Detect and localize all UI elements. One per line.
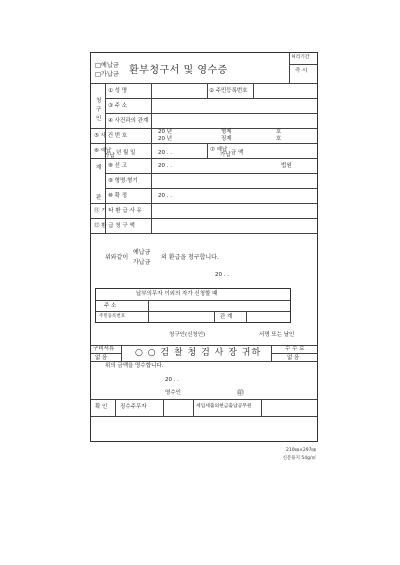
proxy-rrn-label: 주민등록번호 (99, 314, 126, 319)
receiver-seal-icon: ㊞ (237, 389, 244, 397)
proxy-relation-label: 관 계 (220, 314, 233, 320)
relation-label: ④ 사건과의 관계 (108, 118, 149, 124)
collection-clerk-label: 징수주무자 (120, 404, 147, 410)
case-year-1: 20 년 (158, 129, 173, 135)
statement-option-b: 가납금 (133, 259, 151, 266)
final-label: ⑩ 확 정 (108, 193, 128, 199)
statement-option-a: 예납금 (133, 249, 151, 256)
paper-size: 210㎜×297㎜ (286, 448, 316, 453)
amount-label-b: 가납 (220, 152, 231, 158)
documents-value: 없 음 (95, 355, 108, 361)
checkbox-deposit[interactable]: □예납금 (95, 62, 119, 69)
receipt-statement: 위의 금액을 영수합니다. (105, 363, 164, 369)
statement-suffix: 의 환급을 청구합니다. (161, 254, 219, 261)
receipt-date: 20 . . (165, 377, 179, 383)
checkbox-provisional[interactable]: □가납금 (95, 71, 119, 78)
deposit-date-value: 20 . . (158, 150, 172, 156)
statement-prefix: 위와같이 (105, 254, 129, 261)
claimant-signature-label: 청구인(신청인) (169, 332, 206, 338)
fee-label: 수 수 료 (285, 346, 305, 352)
case-type-1: 형제 (221, 129, 232, 135)
case-ho-1: 호 (276, 129, 282, 135)
sentence-date: 20 . . (158, 163, 172, 169)
date-label-b: 가납 (104, 153, 115, 159)
case-type-2: 징제 (221, 136, 232, 142)
claimant-label-2: 구 (96, 107, 102, 113)
date-label-c: 년 월 일 (116, 150, 136, 156)
refund-amount-label: ⑫ 환 급 청 구 액 (94, 223, 135, 229)
form-title: 환부청구서 및 영수증 (129, 65, 228, 76)
other-reason-label: ⑪ 기 타 환 급 사 유 (94, 208, 142, 214)
documents-label: 구비서류 (93, 346, 115, 352)
address-label: ③ 주 소 (108, 103, 128, 109)
amount-label-a: ⑦ 예납 (210, 147, 228, 153)
date-label-a: ⑥ 예납 (94, 148, 112, 154)
rrn-label: ② 주민등록번호 (209, 88, 248, 94)
fee-value: 없 음 (287, 355, 300, 361)
case-year-2: 20 년 (158, 136, 173, 142)
signature-or-seal[interactable]: 서명 또는 날인 (259, 332, 295, 338)
sentence-label: ⑧ 선 고 (108, 163, 128, 169)
judgment-label-2: 판 (96, 195, 102, 201)
claimant-label-1: 청 (96, 98, 102, 104)
processing-period-label: 처리기간 (291, 55, 310, 60)
proxy-address-label: 주 소 (104, 303, 117, 309)
processing-period-value: 즉 시 (295, 68, 308, 74)
addressee: ○ ○ 검 찰 청 검 사 장 귀하 (135, 348, 262, 358)
amount-label-c: 금 액 (231, 150, 244, 156)
claimant-label-3: 인 (96, 116, 102, 122)
receiver-label: 영수인 (165, 390, 181, 396)
court-label: 법원 (281, 163, 292, 169)
cashier-official-label: 세입세출외현금출납공무원 (196, 404, 252, 409)
final-date: 20 . . (158, 193, 172, 199)
name-label: ① 성 명 (108, 88, 128, 94)
confirm-label: 확 인 (95, 404, 108, 410)
proxy-title: 납부의무자 이외의 자가 신청할 때 (136, 291, 218, 297)
statement-date: 20 . . (215, 272, 229, 278)
proxy-box (95, 288, 291, 323)
paper-type: 신문용지 54g/㎡ (282, 456, 316, 461)
refund-claim-form (90, 52, 318, 442)
case-number-label: ⑤ 사 건 번 호 (94, 133, 128, 139)
penalty-label: ⑨ 형명·형기 (108, 178, 138, 184)
case-ho-2: 호 (276, 136, 282, 142)
judgment-label-1: 재 (96, 165, 102, 171)
